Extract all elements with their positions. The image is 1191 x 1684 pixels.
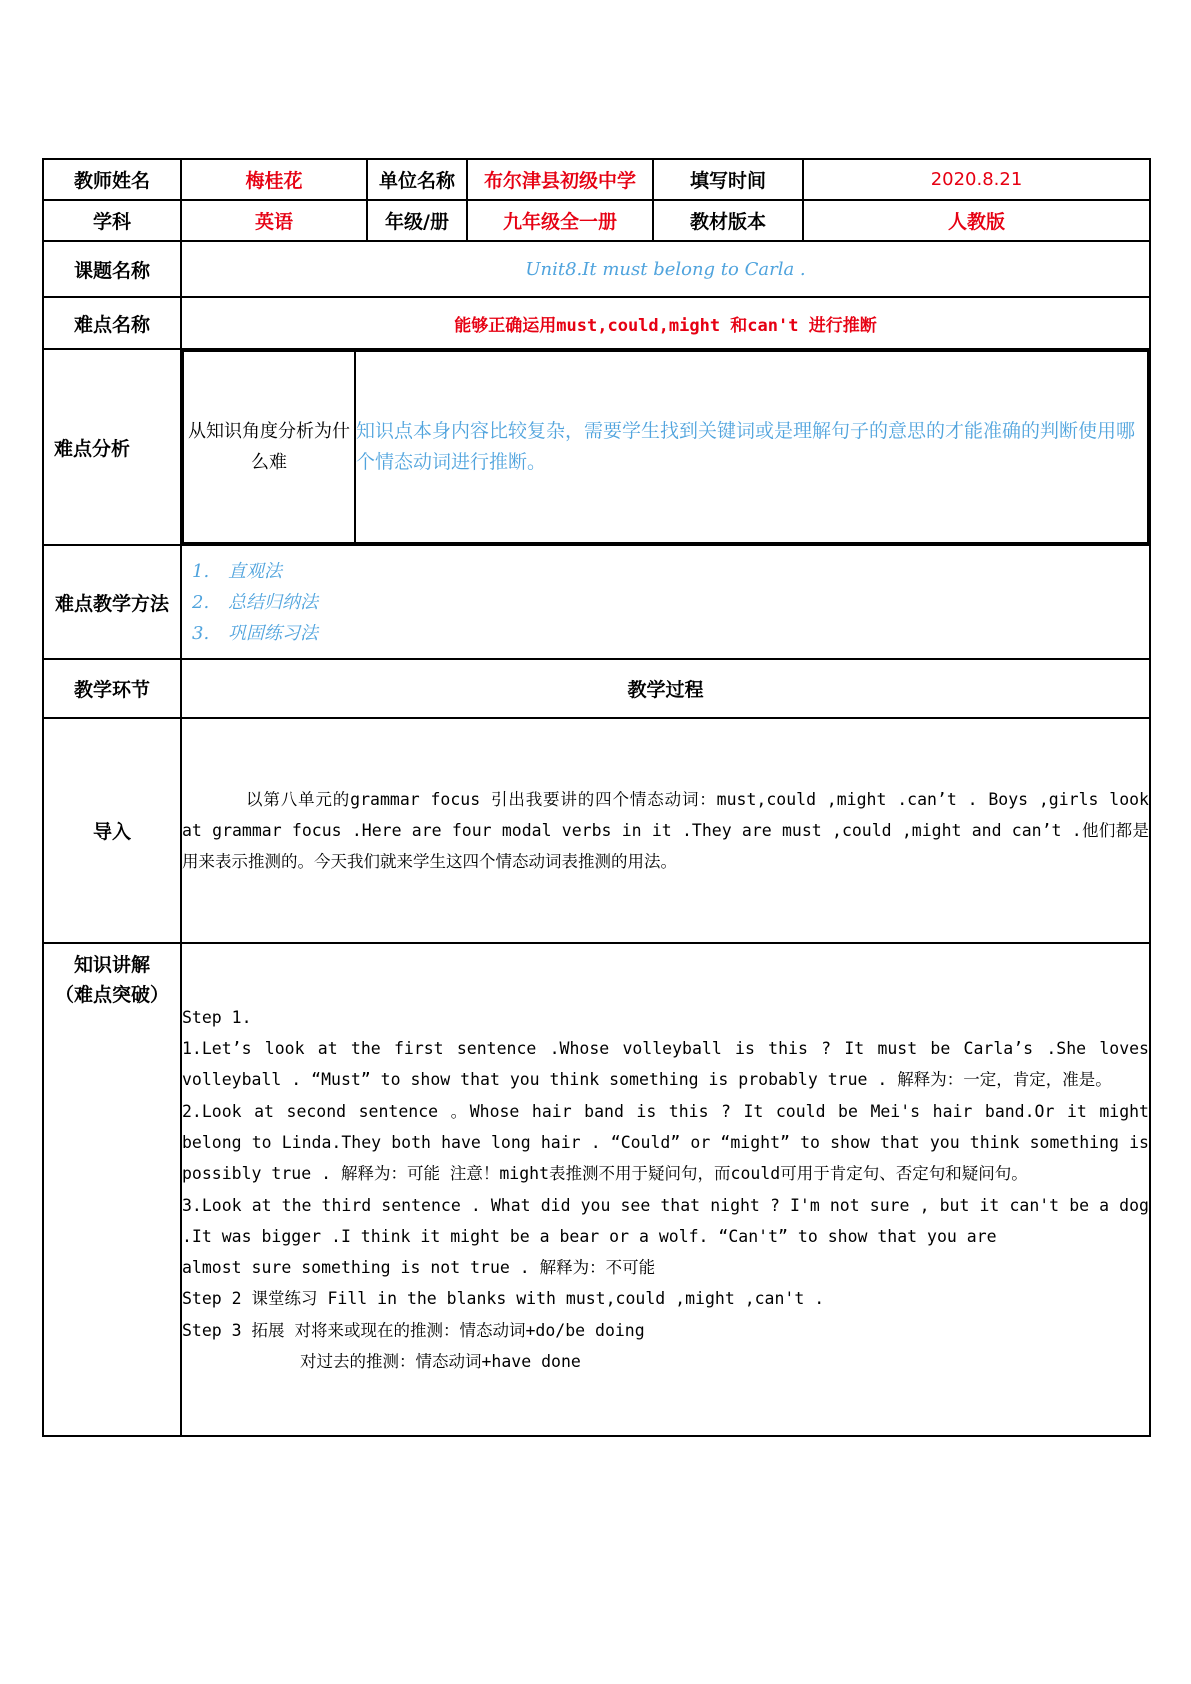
knowledge-line: 3.Look at the third sentence . What did you see that night ? I'm not sure , but it can't be a dog .It was bigger .I think it might be a bear or a wolf. “Can't” to show that you are [182,1195,1149,1246]
list-item: 2. 总结归纳法 [192,591,318,613]
teacher-value: 梅桂花 [181,159,367,200]
date-label: 填写时间 [653,159,803,200]
grade-value: 九年级全一册 [467,200,653,241]
methods-label: 难点教学方法 [43,545,181,659]
methods-list [182,556,1149,649]
topic-row [43,241,1150,297]
unit-value: 布尔津县初级中学 [467,159,653,200]
difficulty-value: 能够正确运用must,could,might 和can't 进行推断 [181,297,1150,349]
intro-label: 导入 [43,718,181,943]
knowledge-label: 知识讲解 （难点突破） [43,943,181,1436]
knowledge-row [43,943,1150,1436]
knowledge-body [181,943,1150,1436]
process-header: 教学过程 [181,659,1150,718]
subject-label: 学科 [43,200,181,241]
analysis-text: 知识点本身内容比较复杂，需要学生找到关键词或是理解句子的意思的才能准确的判断使用哪个情态动词进行推断。 [355,351,1148,543]
knowledge-line: Step 3 拓展 对将来或现在的推测：情态动词+do/be doing [182,1320,645,1340]
topic-value: Unit8.It must belong to Carla . [181,241,1150,297]
list-item: 1. 直观法 [192,560,282,582]
knowledge-line: Step 1. [182,1007,252,1027]
knowledge-line: 1.Let’s look at the first sentence .Whose volleyball is this ? It must be Carla’s .She loves volleyball . “Must” to show that you think something is probably true . 解释为：一定，肯定，准是。 [182,1039,1149,1090]
knowledge-line: 2.Look at second sentence 。Whose hair band is this ? It could be Mei's hair band.Or it might belong to Linda.They both have long hair . “Could” or “might” to show that you think something is possibly true . 解释为：可能 注意！might表推测不用于疑问句，而could可用于肯定句、否定句和疑问句。 [182,1101,1149,1184]
methods-row [43,545,1150,659]
list-item: 3. 巩固练习法 [192,622,318,644]
intro-row [43,718,1150,943]
header-row-1 [43,159,1150,200]
analysis-row [43,349,1150,545]
analysis-why-label: 从知识角度分析为什么难 [183,351,355,543]
date-value: 2020.8.21 [803,159,1150,200]
topic-label: 课题名称 [43,241,181,297]
difficulty-label: 难点名称 [43,297,181,349]
knowledge-line: 对过去的推测：情态动词+have done [300,1351,581,1371]
knowledge-line: almost sure something is not true . 解释为：不可能 [182,1258,656,1278]
textbook-label: 教材版本 [653,200,803,241]
process-label: 教学环节 [43,659,181,718]
subject-value: 英语 [181,200,367,241]
lesson-plan-table [42,158,1151,1437]
teacher-label: 教师姓名 [43,159,181,200]
grade-label: 年级/册 [367,200,467,241]
knowledge-line: Step 2 课堂练习 Fill in the blanks with must,could ,might ,can't . [182,1289,825,1309]
difficulty-row [43,297,1150,349]
intro-text: 以第八单元的grammar focus 引出我要讲的四个情态动词：must,could ,might .can’t . Boys ,girls look at grammar focus .Here are four modal verbs in it .They are must ,could ,might and can’t .他们都是用来表示推测的。今天我们就来学生这四个情态动词表推测的用法。 [182,790,1149,871]
header-row-2 [43,200,1150,241]
unit-label: 单位名称 [367,159,467,200]
process-header-row [43,659,1150,718]
textbook-value: 人教版 [803,200,1150,241]
analysis-label: 难点分析 [43,349,181,545]
